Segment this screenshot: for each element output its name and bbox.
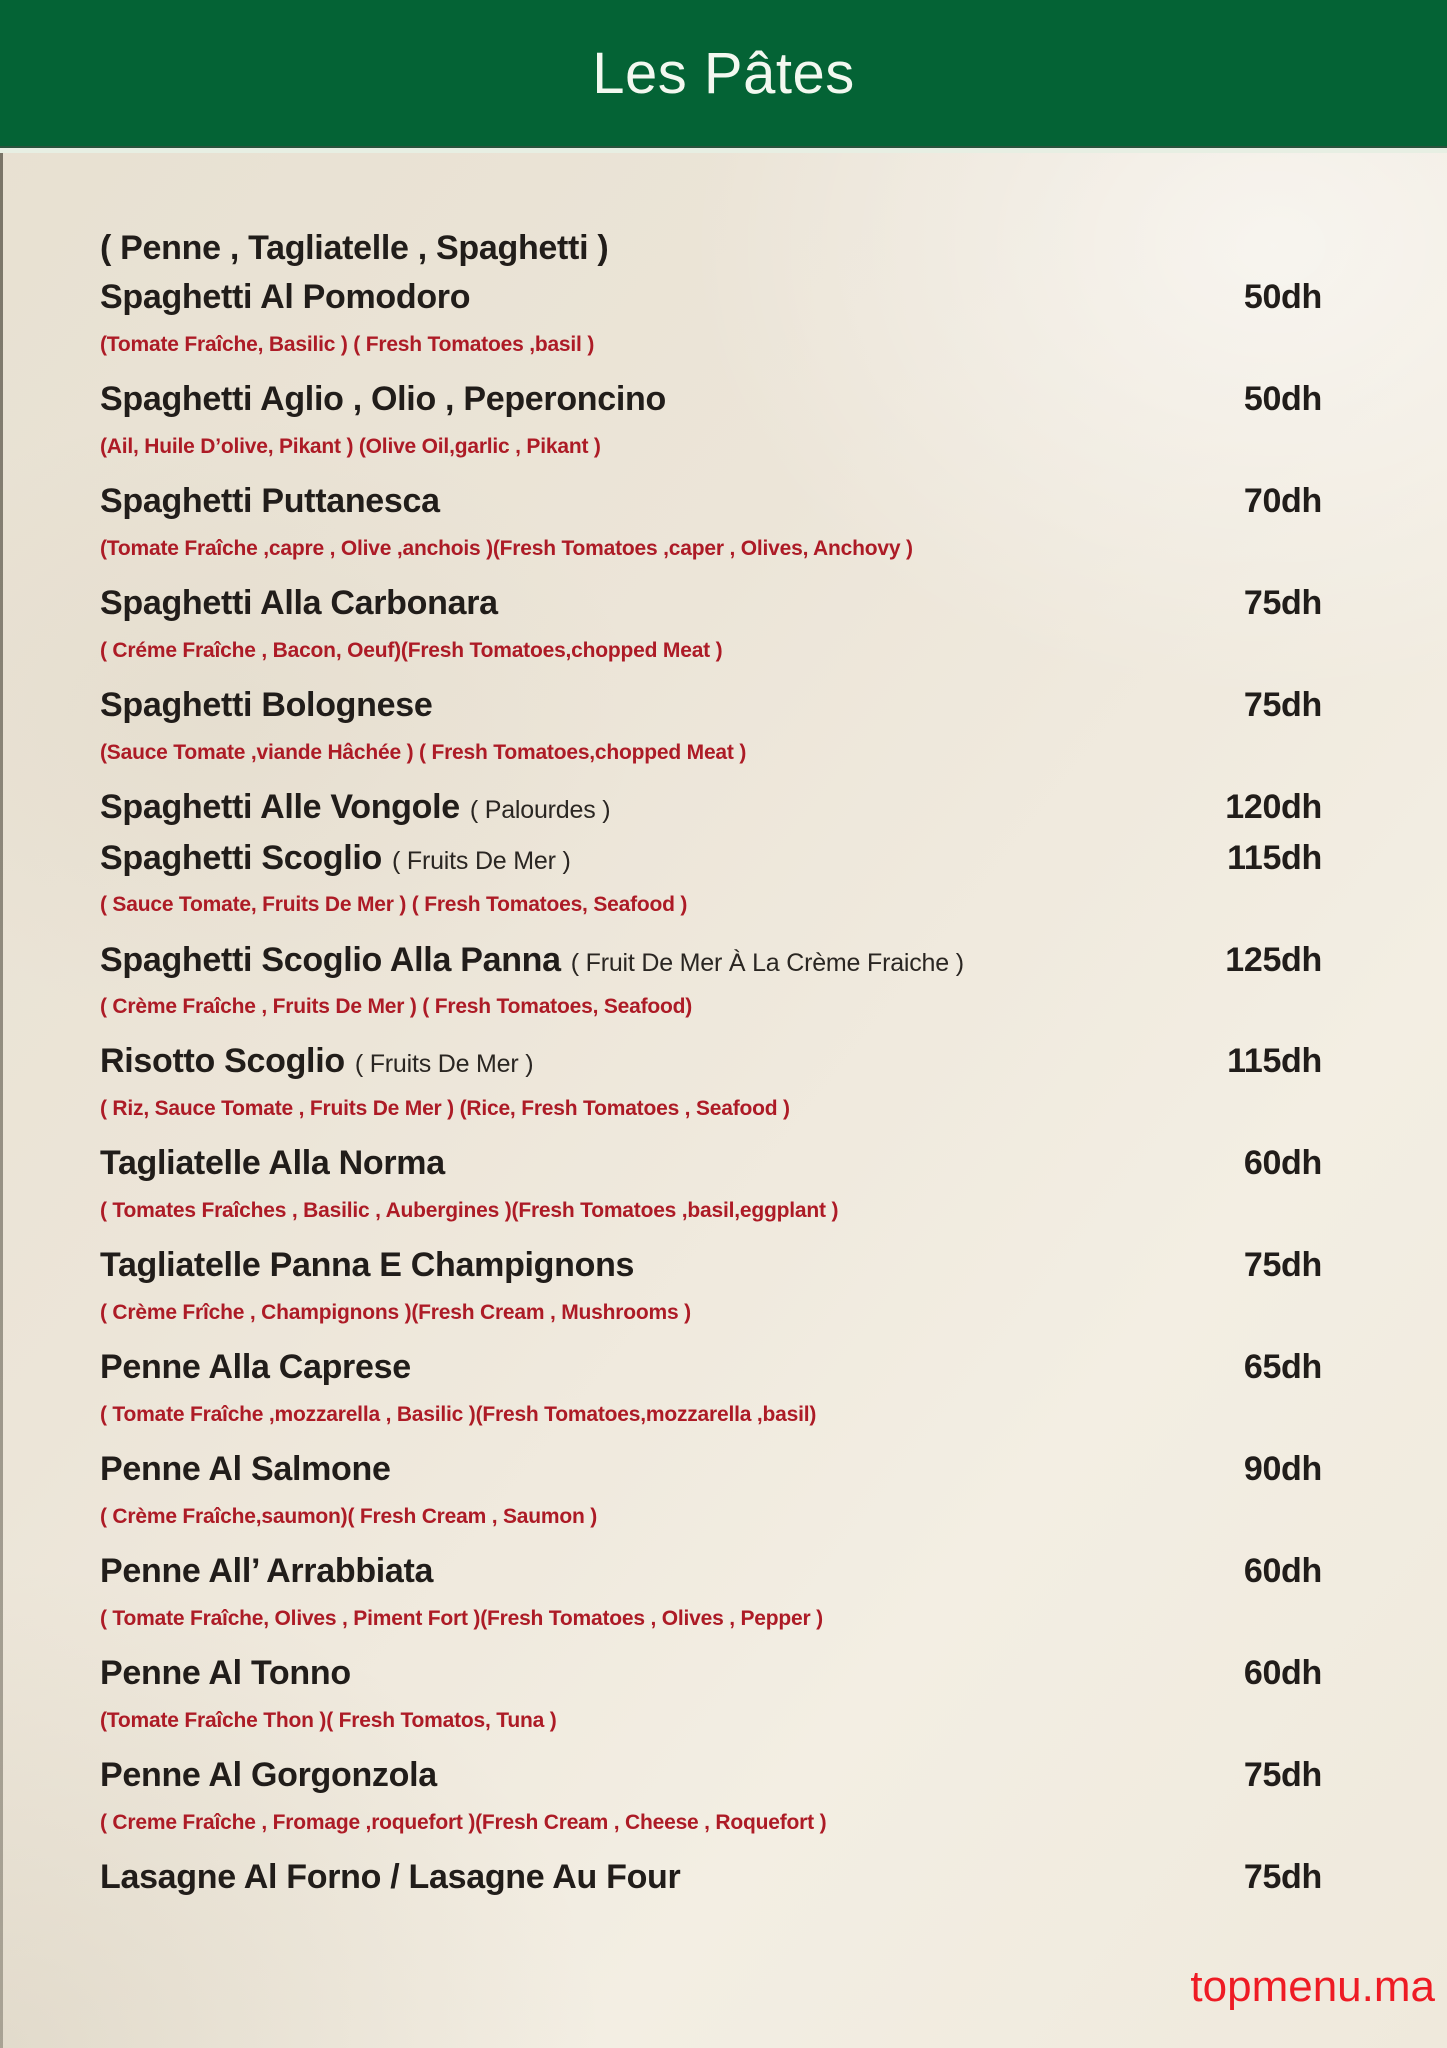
- dish-ingredients: ( Riz, Sauce Tomate , Fruits De Mer ) (Rice, Fresh Tomatoes , Seafood ): [100, 1097, 790, 1121]
- dish-ingredients: ( Tomates Fraîches , Basilic , Aubergines )(Fresh Tomatoes ,basil,eggplant ): [100, 1199, 839, 1223]
- dish-ingredients: ( Créme Fraîche , Bacon, Oeuf)(Fresh Tomatoes,chopped Meat ): [100, 638, 723, 662]
- menu-item: [100, 1551, 1322, 1631]
- dish-ingredients: ( Crème Fraîche , Fruits De Mer ) ( Fresh Tomatoes, Seafood): [100, 995, 693, 1019]
- dish-name-wrap: [100, 379, 666, 420]
- dish-name: Spaghetti Puttanesca: [100, 481, 440, 520]
- dish-name: Spaghetti Scoglio: [100, 838, 383, 877]
- dish-name: Spaghetti Alla Carbonara: [100, 583, 498, 622]
- menu-item: [100, 685, 1322, 765]
- dish-name-wrap: [100, 1551, 433, 1592]
- menu-item: [100, 1041, 1322, 1121]
- menu-item: [100, 481, 1322, 561]
- menu-item-row: [100, 1551, 1322, 1592]
- menu-item-row: [100, 1143, 1322, 1184]
- menu-item-row: [100, 940, 1322, 981]
- dish-name: Risotto Scoglio: [100, 1042, 345, 1081]
- dish-ingredients: ( Crème Fraîche,saumon)( Fresh Cream , Saumon ): [100, 1505, 598, 1529]
- dish-name: Spaghetti Bolognese: [100, 685, 433, 724]
- menu-item-row: [100, 1755, 1322, 1796]
- dish-name: Spaghetti Alle Vongole: [100, 787, 460, 826]
- dish-ingredients: ( Tomate Fraîche ,mozzarella , Basilic )(Fresh Tomatoes,mozzarella ,basil): [100, 1403, 817, 1427]
- page-title: Les Pâtes: [592, 40, 855, 106]
- dish-name: Penne Al Gorgonzola: [100, 1756, 437, 1795]
- menu-item-row: [100, 838, 1322, 879]
- menu-content: [0, 153, 1447, 1898]
- menu-item: [100, 379, 1322, 459]
- menu-item: [100, 1245, 1322, 1325]
- dish-name: Penne All’ Arrabbiata: [100, 1552, 434, 1591]
- menu-item-row: [100, 787, 1322, 828]
- dish-name-wrap: [100, 1857, 680, 1898]
- dish-price: 65dh: [1243, 1348, 1322, 1387]
- dish-price: 75dh: [1243, 685, 1322, 724]
- menu-item-row: [100, 583, 1322, 624]
- dish-name-wrap: [100, 583, 498, 624]
- dish-name: Penne Al Salmone: [100, 1450, 391, 1489]
- dish-name: Tagliatelle Panna E Champignons: [100, 1246, 635, 1285]
- menu-item: [100, 838, 1322, 918]
- menu-item-row: [100, 1449, 1322, 1490]
- dish-name: Spaghetti Scoglio Alla Panna: [100, 940, 561, 979]
- dish-price: 120dh: [1225, 787, 1322, 826]
- watermark: topmenu.ma: [1190, 1962, 1435, 2011]
- dish-name-wrap: [100, 1653, 351, 1694]
- dish-ingredients: (Tomate Fraîche ,capre , Olive ,anchois )(Fresh Tomatoes ,caper , Olives, Anchovy ): [100, 536, 913, 560]
- menu-item-row: [100, 481, 1322, 522]
- menu-item-row: [100, 1245, 1322, 1286]
- dish-note: ( Fruits De Mer ): [354, 1050, 534, 1079]
- dish-name-wrap: [100, 1245, 634, 1286]
- dish-ingredients: (Ail, Huile D’olive, Pikant ) (Olive Oil,garlic , Pikant ): [100, 434, 601, 458]
- dish-ingredients: ( Tomate Fraîche, Olives , Piment Fort )(Fresh Tomatoes , Olives , Pepper ): [100, 1607, 823, 1631]
- menu-item: [100, 1143, 1322, 1223]
- menu-item-row: [100, 1653, 1322, 1694]
- dish-name-wrap: [100, 1449, 391, 1490]
- dish-name: Tagliatelle Alla Norma: [100, 1144, 445, 1183]
- dish-name-wrap: [100, 1041, 533, 1082]
- menu-items-list: [100, 277, 1322, 1898]
- menu-item: [100, 1653, 1322, 1733]
- menu-item-row: [100, 1041, 1322, 1082]
- dish-name-wrap: [100, 940, 964, 981]
- dish-price: 50dh: [1243, 277, 1322, 316]
- menu-item: [100, 1755, 1322, 1835]
- dish-name-wrap: [100, 787, 610, 828]
- dish-ingredients: ( Crème Frîche , Champignons )(Fresh Cream , Mushrooms ): [100, 1301, 691, 1325]
- dish-price: 75dh: [1243, 1858, 1322, 1897]
- dish-name: Spaghetti Al Pomodoro: [100, 277, 471, 316]
- dish-price: 60dh: [1243, 1654, 1322, 1693]
- dish-note: ( Palourdes ): [469, 795, 611, 824]
- dish-price: 125dh: [1225, 940, 1322, 979]
- dish-price: 60dh: [1243, 1144, 1322, 1183]
- dish-price: 115dh: [1227, 838, 1322, 877]
- dish-price: 50dh: [1243, 379, 1322, 418]
- dish-price: 90dh: [1243, 1450, 1322, 1489]
- dish-price: 115dh: [1227, 1042, 1322, 1081]
- dish-price: 70dh: [1243, 481, 1322, 520]
- dish-name-wrap: [100, 838, 571, 879]
- dish-name-wrap: [100, 685, 432, 726]
- menu-header-banner: [0, 0, 1447, 148]
- dish-ingredients: (Tomate Fraîche, Basilic ) ( Fresh Tomatoes ,basil ): [100, 332, 595, 356]
- dish-name-wrap: [100, 1143, 445, 1184]
- dish-name: Penne Alla Caprese: [100, 1348, 411, 1387]
- dish-note: ( Fruits De Mer ): [392, 846, 571, 875]
- menu-item-row: [100, 277, 1322, 318]
- menu-item-row: [100, 1347, 1322, 1388]
- menu-item-row: [100, 1857, 1322, 1898]
- dish-name: Penne Al Tonno: [100, 1654, 351, 1693]
- menu-item: [100, 940, 1322, 1020]
- menu-item: [100, 1347, 1322, 1427]
- dish-ingredients: (Sauce Tomate ,viande Hâchée ) ( Fresh Tomatoes,chopped Meat ): [100, 740, 747, 764]
- dish-ingredients: ( Sauce Tomate, Fruits De Mer ) ( Fresh Tomatoes, Seafood ): [100, 893, 688, 917]
- dish-name: Spaghetti Aglio , Olio , Peperoncino: [100, 379, 666, 418]
- menu-item: [100, 787, 1322, 828]
- dish-note: ( Fruit De Mer À La Crème Fraiche ): [570, 948, 964, 977]
- dish-ingredients: (Tomate Fraîche Thon )( Fresh Tomatos, Tuna ): [100, 1709, 557, 1733]
- dish-name-wrap: [100, 277, 470, 318]
- dish-ingredients: ( Creme Fraîche , Fromage ,roquefort )(Fresh Cream , Cheese , Roquefort ): [100, 1811, 827, 1835]
- menu-item-row: [100, 685, 1322, 726]
- dish-name: Lasagne Al Forno / Lasagne Au Four: [100, 1858, 681, 1897]
- dish-name-wrap: [100, 1347, 411, 1388]
- dish-name-wrap: [100, 481, 440, 522]
- dish-name-wrap: [100, 1755, 437, 1796]
- category-subtitle: ( Penne , Tagliatelle , Spaghetti ): [100, 229, 609, 267]
- menu-item: [100, 277, 1322, 357]
- dish-price: 60dh: [1243, 1552, 1322, 1591]
- dish-price: 75dh: [1243, 1246, 1322, 1285]
- menu-item: [100, 1449, 1322, 1529]
- menu-item: [100, 583, 1322, 663]
- menu-item: [100, 1857, 1322, 1898]
- dish-price: 75dh: [1243, 583, 1322, 622]
- dish-price: 75dh: [1243, 1756, 1322, 1795]
- menu-item-row: [100, 379, 1322, 420]
